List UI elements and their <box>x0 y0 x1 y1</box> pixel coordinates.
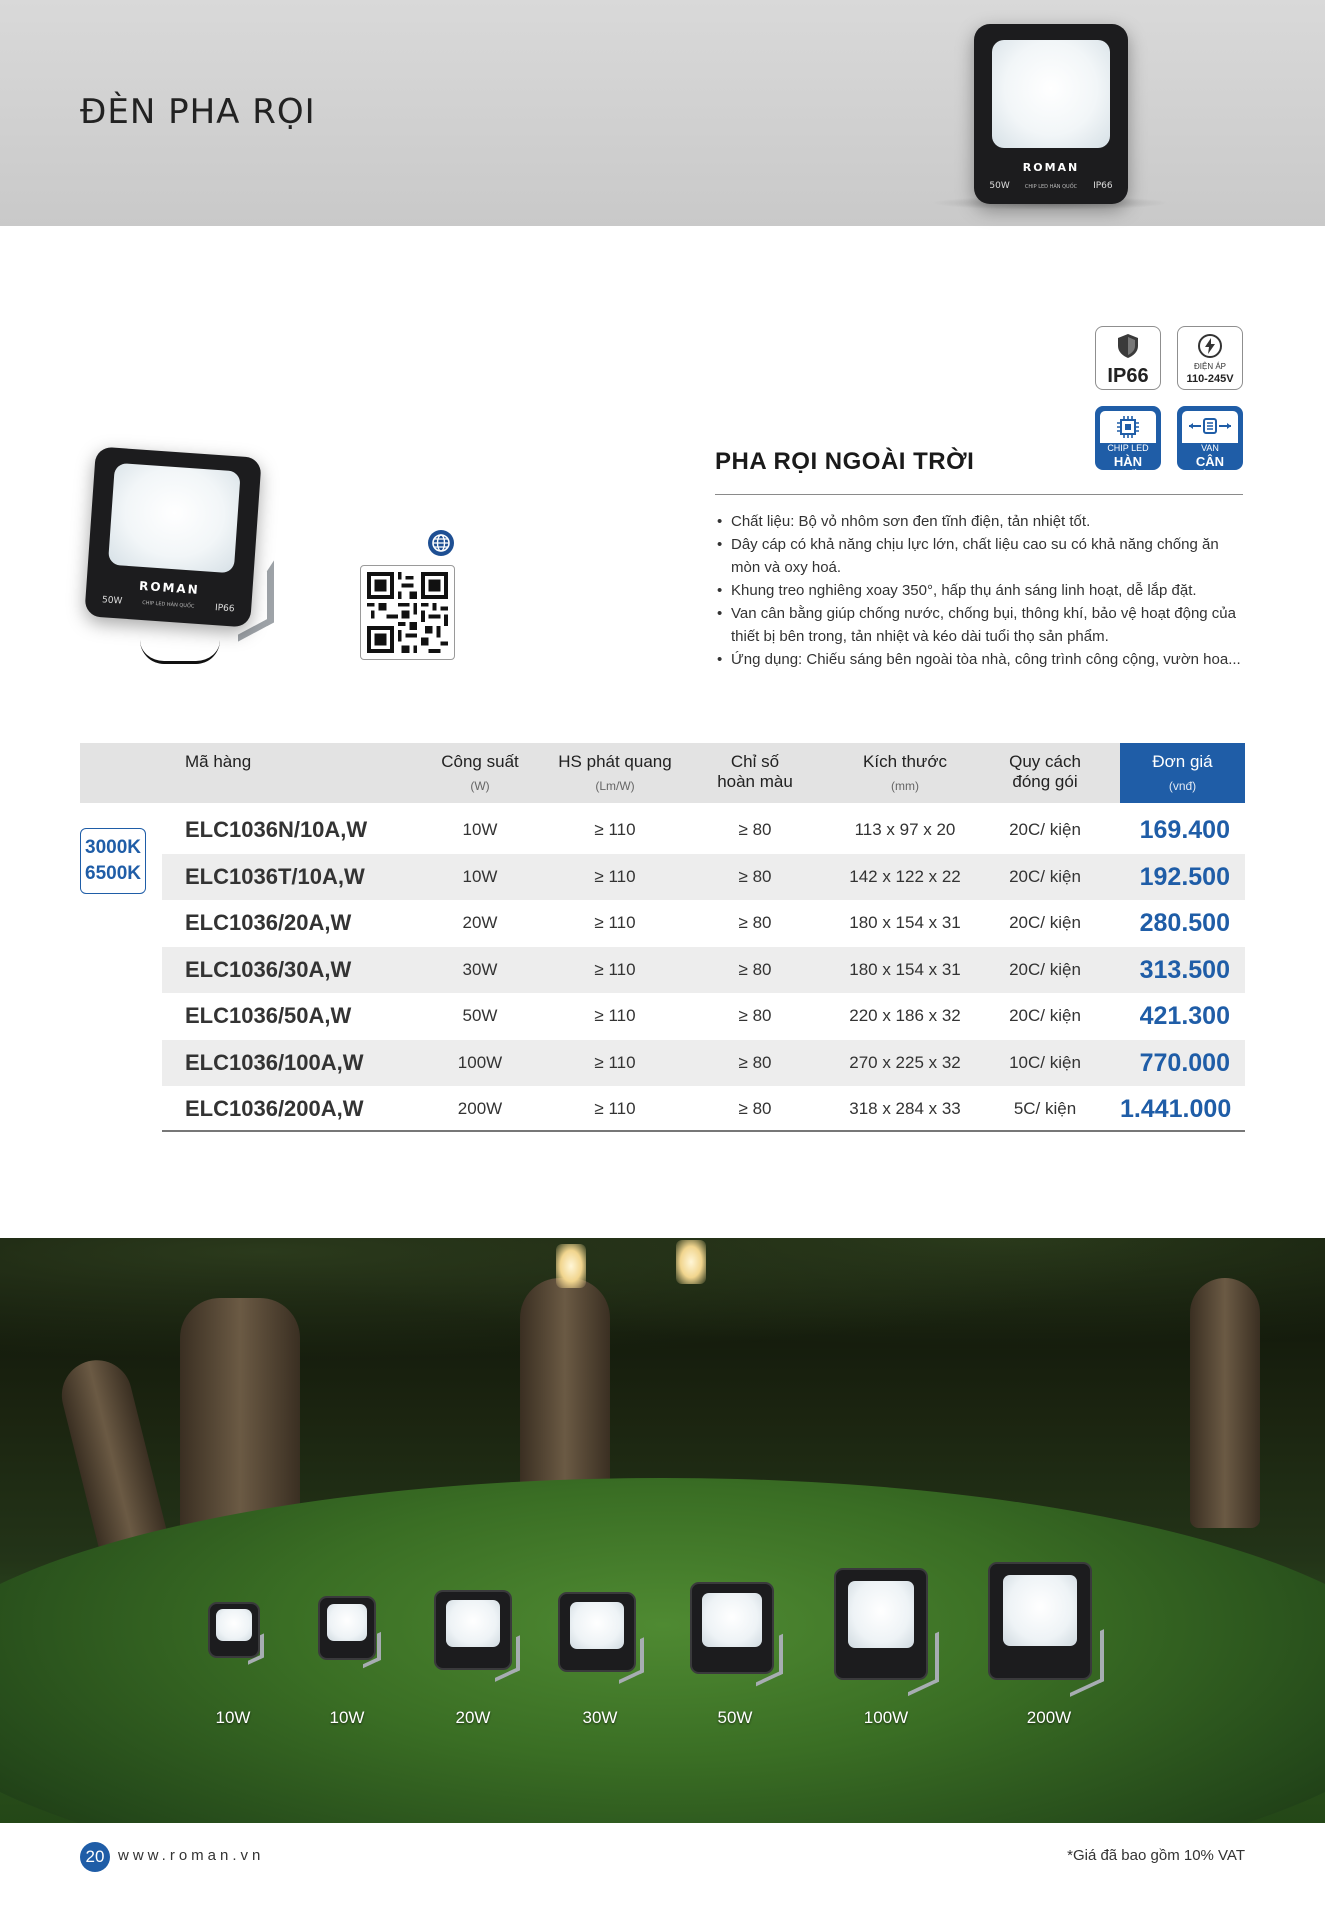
cell-power: 30W <box>462 959 498 979</box>
cell-price: 192.500 <box>1139 862 1230 891</box>
cell-pack: 20C/ kiện <box>1009 1006 1081 1025</box>
cell-size: 318 x 284 x 33 <box>849 1099 961 1118</box>
cell-lm: ≥ 110 <box>594 959 636 979</box>
column-header <box>825 743 985 803</box>
cell-price: 770.000 <box>1139 1048 1230 1077</box>
lineup-label: 50W <box>717 1708 753 1727</box>
table-row <box>162 1040 1245 1086</box>
cell-power: 200W <box>457 1099 503 1118</box>
lineup-label: 20W <box>455 1708 491 1727</box>
cell-size: 220 x 186 x 32 <box>849 1006 961 1025</box>
cell-lm: ≥ 110 <box>594 913 636 932</box>
lantern <box>556 1244 586 1288</box>
floodlight-50w <box>690 1582 774 1674</box>
table-row <box>162 947 1245 993</box>
cell-code: ELC1036/50A,W <box>185 1003 352 1028</box>
ip66-badge <box>1095 326 1161 390</box>
feature-item: • Khung treo nghiêng xoay 350°, hấp thụ ánh sáng linh hoạt, dễ lắp đặt. <box>715 579 1245 602</box>
lineup-photo <box>0 1238 1325 1823</box>
table-row <box>162 854 1245 900</box>
floodlight-10w <box>208 1602 260 1658</box>
feature-item: • Van cân bằng giúp chống nước, chống bụi, thông khí, bảo vệ hoạt động của thiết bị bên trong, tản nhiệt và kéo dài tuổi thọ sản phẩm. <box>715 602 1245 648</box>
valve-badge <box>1177 406 1243 484</box>
divider <box>715 494 1243 495</box>
lineup-label: 100W <box>863 1708 909 1727</box>
shield-icon <box>1096 332 1160 360</box>
feature-item: • Dây cáp có khả năng chịu lực lớn, chất liệu cao su có khả năng chống ăn mòn và oxy hoá. <box>715 533 1245 579</box>
chip-badge-text: HÀN QUỐC <box>1108 454 1148 484</box>
lineup-label: 10W <box>329 1708 365 1727</box>
product-floodlight-image <box>84 446 261 627</box>
cell-cri: ≥ 80 <box>738 1006 772 1025</box>
cell-pack: 20C/ kiện <box>1009 913 1081 932</box>
floodlight-20w <box>434 1590 512 1670</box>
cell-cri: ≥ 80 <box>738 1052 772 1072</box>
lamp-watt: 50W <box>989 181 1010 192</box>
qr-code[interactable] <box>360 565 455 660</box>
column-header <box>540 743 690 803</box>
column-header-label: Đơn giá <box>1152 752 1213 771</box>
floodlight-30w <box>558 1592 636 1672</box>
lamp-led-panel <box>992 40 1109 148</box>
cell-lm: ≥ 110 <box>594 1052 636 1072</box>
floodlight-10w <box>318 1596 376 1660</box>
lamp-ip: IP66 <box>214 603 235 615</box>
floodlight-100w <box>834 1568 928 1680</box>
lantern <box>676 1240 706 1284</box>
column-header-price <box>1120 743 1245 803</box>
lawn <box>0 1478 1325 1823</box>
cell-code: ELC1036/20A,W <box>185 910 352 935</box>
cell-pack: 20C/ kiện <box>1009 866 1081 886</box>
header-floodlight-image <box>974 24 1128 204</box>
lamp-led-panel <box>108 463 241 574</box>
cell-power: 10W <box>462 866 498 886</box>
column-header-unit: (mm) <box>891 779 919 793</box>
cell-size: 113 x 97 x 20 <box>854 820 956 839</box>
cell-code: ELC1036N/10A,W <box>185 817 368 842</box>
cell-power: 10W <box>462 820 498 839</box>
cell-price: 280.500 <box>1139 909 1230 937</box>
cell-cri: ≥ 80 <box>738 913 772 932</box>
cell-power: 20W <box>462 913 498 932</box>
feature-item: • Chất liệu: Bộ vỏ nhôm sơn đen tĩnh điện, tản nhiệt tốt. <box>715 510 1245 533</box>
cell-size: 180 x 154 x 31 <box>849 959 961 979</box>
lineup-label: 10W <box>215 1708 251 1727</box>
column-header-unit: (vnđ) <box>1168 779 1197 793</box>
column-header <box>420 743 540 803</box>
cell-cri: ≥ 80 <box>738 1099 772 1118</box>
column-header <box>985 743 1105 803</box>
cell-power: 50W <box>462 1006 498 1025</box>
vat-note: *Giá đã bao gồm 10% VAT <box>1067 1847 1245 1864</box>
cell-pack: 20C/ kiện <box>1009 820 1081 839</box>
table-row <box>162 807 1245 853</box>
cell-code: ELC1036/100A,W <box>185 1049 364 1075</box>
cell-cri: ≥ 80 <box>738 820 772 839</box>
cell-cri: ≥ 80 <box>738 866 772 886</box>
kelvin-warm: 3000K <box>85 837 141 858</box>
column-header-label: Quy cách đóng gói <box>1009 752 1081 791</box>
column-header-label: Chỉ số hoàn màu <box>717 752 793 791</box>
cell-size: 180 x 154 x 31 <box>849 913 961 932</box>
floodlight-200w <box>988 1562 1092 1680</box>
valve-icon <box>1182 411 1238 443</box>
cell-pack: 10C/ kiện <box>1009 1052 1081 1072</box>
table-row <box>162 1086 1245 1132</box>
cell-price: 1.441.000 <box>1120 1095 1232 1123</box>
lamp-ip: IP66 <box>1093 181 1113 192</box>
cell-lm: ≥ 110 <box>594 866 636 886</box>
cell-pack: 20C/ kiện <box>1009 959 1081 979</box>
cell-price: 169.400 <box>1139 816 1230 844</box>
lamp-watt: 50W <box>101 595 123 607</box>
globe-icon[interactable] <box>428 530 454 556</box>
cell-code: ELC1036/30A,W <box>185 956 352 982</box>
tree-trunk <box>1190 1278 1260 1528</box>
lamp-chip: CHIP LED HÀN QUỐC <box>141 600 195 611</box>
lamp-chip: CHIP LED HÀN QUỐC <box>1024 183 1078 190</box>
feature-item: • Ứng dụng: Chiếu sáng bên ngoài tòa nhà, công trình công cộng, vườn hoa... <box>715 648 1245 671</box>
website-link[interactable]: www.roman.vn <box>118 1847 265 1864</box>
cell-lm: ≥ 110 <box>594 1006 636 1025</box>
column-header <box>700 743 810 803</box>
cell-pack: 5C/ kiện <box>1013 1099 1077 1118</box>
product-name: PHA RỌI NGOÀI TRỜI <box>715 448 975 475</box>
table-row <box>162 993 1245 1039</box>
voltage-badge <box>1177 326 1243 390</box>
cell-code: ELC1036T/10A,W <box>185 863 365 889</box>
chip-led-badge <box>1095 406 1161 484</box>
ip66-badge-text: IP66 <box>1107 365 1149 387</box>
column-header <box>185 743 345 803</box>
page-title: ĐÈN PHA RỌI <box>80 92 316 132</box>
column-header-label: Công suất <box>441 752 519 771</box>
cell-lm: ≥ 110 <box>594 1099 636 1118</box>
lineup-label: 200W <box>1026 1708 1072 1727</box>
table-row <box>162 900 1245 946</box>
lamp-cable <box>140 640 220 664</box>
cell-price: 313.500 <box>1139 955 1230 984</box>
cell-price: 421.300 <box>1139 1002 1230 1030</box>
column-header-label: Kích thước <box>863 752 947 771</box>
lineup-label: 30W <box>582 1708 618 1727</box>
cell-size: 142 x 122 x 22 <box>849 866 961 886</box>
chip-badge-caption: CHIP LED <box>1107 443 1149 453</box>
cell-power: 100W <box>457 1052 503 1072</box>
valve-badge-text: CÂN BẰNG <box>1190 454 1230 484</box>
column-header-unit: (W) <box>470 779 490 793</box>
lamp-brand: ROMAN <box>1022 160 1080 174</box>
lightning-icon <box>1178 332 1242 360</box>
cell-cri: ≥ 80 <box>738 959 772 979</box>
valve-badge-caption: VAN <box>1201 443 1219 453</box>
cell-size: 270 x 225 x 32 <box>849 1052 961 1072</box>
page-number: 20 <box>80 1842 110 1872</box>
lamp-brand: ROMAN <box>138 578 201 598</box>
cell-lm: ≥ 110 <box>594 820 636 839</box>
voltage-badge-caption: ĐIỆN ÁP <box>1193 362 1226 371</box>
feature-list <box>715 510 1245 671</box>
voltage-badge-text: 110-245V <box>1186 373 1234 385</box>
color-temperature-badge <box>80 828 146 894</box>
cell-code: ELC1036/200A,W <box>185 1096 364 1121</box>
column-header-label: HS phát quang <box>558 752 672 771</box>
kelvin-cool: 6500K <box>85 863 141 884</box>
chip-icon <box>1100 411 1156 443</box>
column-header-label: Mã hàng <box>185 752 252 771</box>
column-header-unit: (Lm/W) <box>595 779 635 793</box>
